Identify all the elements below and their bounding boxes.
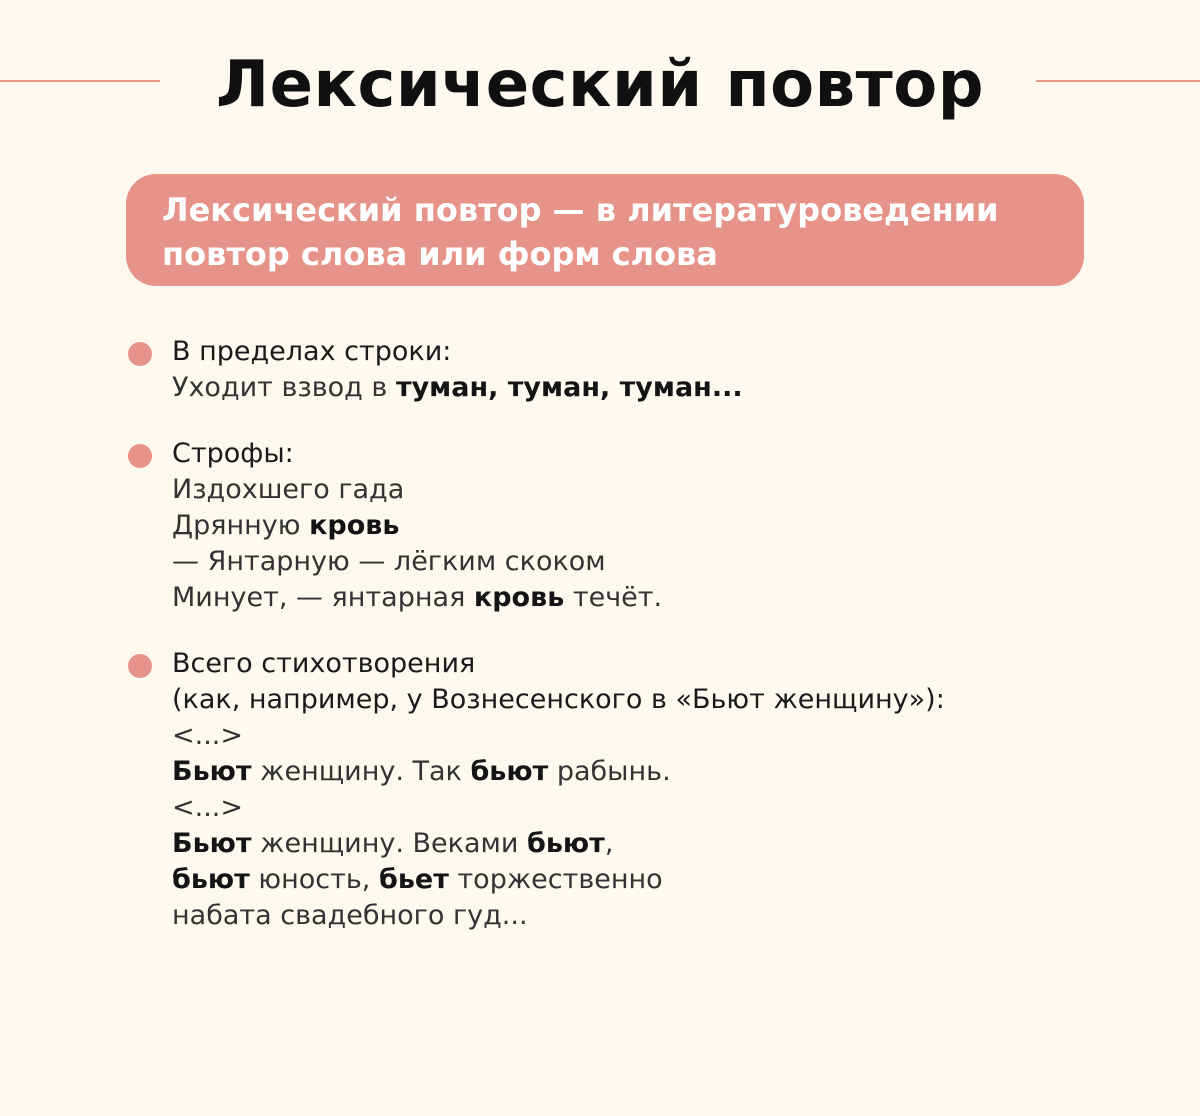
line-text: Уходит взвод в [172, 372, 396, 403]
emphasized-word: Бьют [172, 828, 252, 859]
section-body [172, 718, 1200, 934]
emphasized-word: бьют [470, 756, 549, 787]
section-heading: Всего стихотворения [172, 648, 476, 679]
page-title: Лексический повтор [215, 48, 985, 122]
definition-line-2: повтор слова или форм слова [162, 235, 718, 273]
bullet-icon [128, 444, 152, 468]
section-subheading: (как, например, у Вознесенского в «Бьют женщину»): [172, 684, 945, 715]
poem-line [172, 544, 1200, 580]
emphasized-word: бьют [172, 864, 250, 895]
section-heading: В пределах строки: [172, 336, 452, 367]
examples-list [0, 334, 1200, 964]
bullet-icon [128, 654, 152, 678]
line-text: <...> [172, 792, 243, 823]
poem-line [172, 718, 1200, 754]
bullet-icon [128, 342, 152, 366]
section-body [172, 472, 1200, 616]
line-text: Минует, — янтарная [172, 582, 474, 613]
emphasized-word: туман, туман, туман... [395, 372, 743, 403]
line-text: Дрянную [172, 510, 310, 541]
section-whole-poem [0, 646, 1200, 934]
section-within-line [0, 334, 1200, 406]
poem-line [172, 508, 1200, 544]
emphasized-word: Бьют [172, 756, 252, 787]
line-text: юность, [249, 864, 379, 895]
definition-box [126, 174, 1084, 286]
section-stanza [0, 436, 1200, 616]
line-text: течёт. [564, 582, 663, 613]
line-text: набата свадебного гуд... [172, 900, 528, 931]
emphasized-word: бьет [378, 864, 449, 895]
line-text: торжественно [448, 864, 663, 895]
poem-line [172, 580, 1200, 616]
poem-line [172, 790, 1200, 826]
section-heading: Строфы: [172, 438, 294, 469]
poem-line [172, 754, 1200, 790]
emphasized-word: бьют [527, 828, 605, 859]
line-text: — Янтарную — лёгким скоком [172, 546, 606, 577]
line-text: рабынь. [548, 756, 671, 787]
line-text: <...> [172, 720, 243, 751]
poem-line [172, 826, 1200, 862]
line-text: женщину. Так [251, 756, 471, 787]
poem-line [172, 862, 1200, 898]
line-text: , [604, 828, 614, 859]
poem-line [172, 472, 1200, 508]
section-body [172, 370, 1200, 406]
poem-line [172, 898, 1200, 934]
poem-line [172, 370, 1200, 406]
emphasized-word: кровь [309, 510, 400, 541]
line-text: женщину. Веками [251, 828, 527, 859]
emphasized-word: кровь [473, 582, 565, 613]
line-text: Издохшего гада [172, 474, 405, 505]
definition-line-1: Лексический повтор — в литературоведении [162, 191, 999, 229]
